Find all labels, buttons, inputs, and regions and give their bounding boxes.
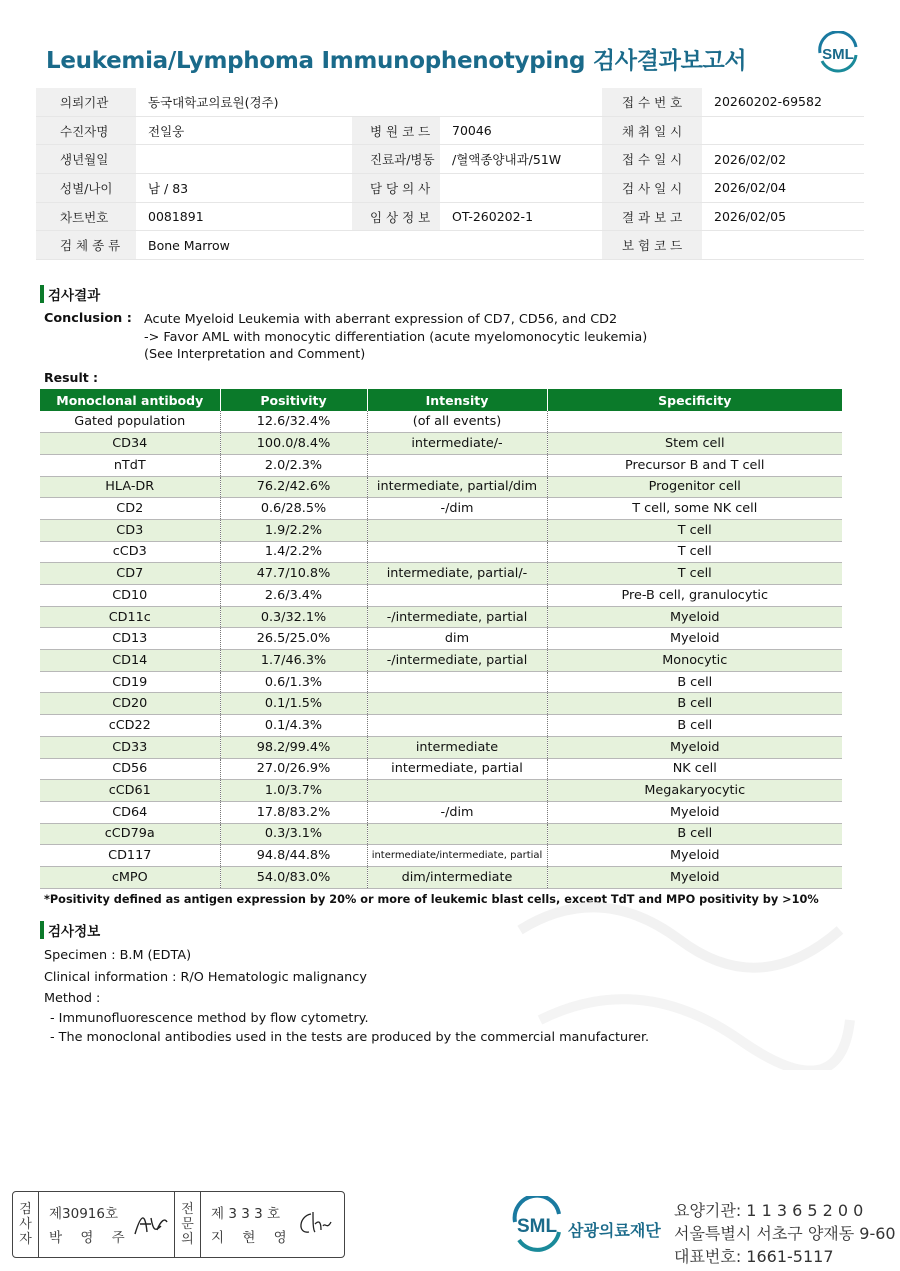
specificity-cell: Stem cell xyxy=(547,433,842,455)
table-row xyxy=(40,563,842,585)
intensity-cell xyxy=(367,541,547,563)
result-label: Result : xyxy=(44,370,99,385)
specificity-cell: T cell, some NK cell xyxy=(547,498,842,520)
specialist-signature xyxy=(201,1192,337,1257)
antibody-cell: CD33 xyxy=(40,736,220,758)
specificity-cell: Myeloid xyxy=(547,606,842,628)
info-value xyxy=(702,231,864,259)
positivity-cell: 0.3/3.1% xyxy=(220,823,367,845)
info-value xyxy=(440,231,602,259)
info-row xyxy=(36,174,864,203)
info-label xyxy=(352,231,440,259)
specificity-cell: T cell xyxy=(547,563,842,585)
specificity-cell: Myeloid xyxy=(547,866,842,888)
info-heading-text: 검사정보 xyxy=(48,924,101,940)
table-row xyxy=(40,671,842,693)
examiner-label: 검 사 자 xyxy=(13,1192,39,1257)
info-value xyxy=(702,117,864,145)
table-row xyxy=(40,411,842,433)
specificity-cell: Myeloid xyxy=(547,628,842,650)
section-bar xyxy=(40,921,44,939)
info-value xyxy=(440,88,602,116)
sml-logo-icon xyxy=(814,31,862,75)
info-label: 채 취 일 시 xyxy=(602,117,702,145)
specificity-cell: Myeloid xyxy=(547,845,842,867)
antibody-cell: CD56 xyxy=(40,758,220,780)
info-row xyxy=(36,203,864,232)
intensity-cell xyxy=(367,715,547,737)
info-label: 검 체 종 류 xyxy=(36,231,136,259)
table-row xyxy=(40,650,842,672)
antibody-cell: CD117 xyxy=(40,845,220,867)
antibody-cell: cMPO xyxy=(40,866,220,888)
sml-foundation-logo-icon xyxy=(509,1196,565,1258)
positivity-cell: 1.0/3.7% xyxy=(220,780,367,802)
positivity-cell: 0.3/32.1% xyxy=(220,606,367,628)
handwritten-signature-icon xyxy=(293,1208,333,1240)
positivity-cell: 1.4/2.2% xyxy=(220,541,367,563)
intensity-cell xyxy=(367,519,547,541)
info-value: 전일웅 xyxy=(148,123,185,139)
info-value: 2026/02/05 xyxy=(714,209,787,225)
table-row xyxy=(40,780,842,802)
intensity-cell xyxy=(367,780,547,802)
positivity-cell: 1.7/46.3% xyxy=(220,650,367,672)
header-positivity: Positivity xyxy=(220,389,367,411)
patient-info-grid xyxy=(36,88,864,260)
table-row xyxy=(40,433,842,455)
info-label: 담 당 의 사 xyxy=(352,174,440,202)
positivity-cell: 100.0/8.4% xyxy=(220,433,367,455)
info-label: 생년월일 xyxy=(36,145,136,173)
info-value: /혈액종양내과/51W xyxy=(452,152,562,168)
info-value: 동국대학교의료원(경주) xyxy=(148,94,279,110)
intensity-cell: dim/intermediate xyxy=(367,866,547,888)
intensity-cell: intermediate/intermediate, partial xyxy=(367,845,547,867)
antibody-cell: nTdT xyxy=(40,454,220,476)
intensity-cell: dim xyxy=(367,628,547,650)
specificity-cell: B cell xyxy=(547,671,842,693)
info-value xyxy=(136,145,352,173)
positivity-cell: 98.2/99.4% xyxy=(220,736,367,758)
info-value: 2026/02/02 xyxy=(714,151,787,167)
info-label: 진료과/병동 xyxy=(352,145,440,173)
table-header-row xyxy=(40,389,842,411)
info-label: 차트번호 xyxy=(36,203,136,231)
intensity-cell: -/intermediate, partial xyxy=(367,606,547,628)
specificity-cell: Myeloid xyxy=(547,801,842,823)
method-label: Method : xyxy=(44,991,101,1006)
page-title: Leukemia/Lymphoma Immunophenotyping 검사결과보고서 xyxy=(46,48,747,74)
positivity-cell: 47.7/10.8% xyxy=(220,563,367,585)
table-row xyxy=(40,693,842,715)
address: 서울특별시 서초구 양재동 9-60 xyxy=(674,1224,896,1243)
info-value: 2026/02/04 xyxy=(714,180,787,196)
antibody-cell: CD2 xyxy=(40,498,220,520)
table-row xyxy=(40,541,842,563)
antibody-cell: CD13 xyxy=(40,628,220,650)
info-value: Bone Marrow xyxy=(148,237,230,253)
conclusion-line: -> Favor AML with monocytic differentiation (acute myelomonocytic leukemia) xyxy=(144,329,648,345)
table-row xyxy=(40,606,842,628)
specificity-cell: B cell xyxy=(547,823,842,845)
positivity-cell: 1.9/2.2% xyxy=(220,519,367,541)
intensity-cell: intermediate, partial/- xyxy=(367,563,547,585)
specificity-cell: Myeloid xyxy=(547,736,842,758)
specificity-cell xyxy=(547,411,842,433)
section-bar xyxy=(40,285,44,303)
results-heading-text: 검사결과 xyxy=(48,288,101,304)
info-label xyxy=(352,88,440,116)
info-value: OT-260202-1 xyxy=(452,209,534,225)
positivity-cell: 26.5/25.0% xyxy=(220,628,367,650)
antibody-cell: CD11c xyxy=(40,606,220,628)
table-row xyxy=(40,845,842,867)
positivity-cell: 0.1/4.3% xyxy=(220,715,367,737)
info-value: 70046 xyxy=(452,123,492,139)
antibody-cell: cCD79a xyxy=(40,823,220,845)
info-label: 보 험 코 드 xyxy=(602,231,702,259)
positivity-cell: 2.6/3.4% xyxy=(220,585,367,607)
logo-text: SML xyxy=(516,1216,558,1237)
conclusion-label: Conclusion : xyxy=(44,311,132,326)
info-label: 수진자명 xyxy=(36,117,136,145)
intensity-cell xyxy=(367,671,547,693)
signature-box xyxy=(12,1191,345,1258)
specialist-name: 지 현 영 xyxy=(211,1230,294,1246)
antibody-cell: CD19 xyxy=(40,671,220,693)
method-line: - The monoclonal antibodies used in the tests are produced by the commercial manufacturer. xyxy=(50,1030,650,1045)
specificity-cell: NK cell xyxy=(547,758,842,780)
info-label: 병 원 코 드 xyxy=(352,117,440,145)
table-row xyxy=(40,519,842,541)
info-value xyxy=(440,174,602,202)
info-label: 검 사 일 시 xyxy=(602,174,702,202)
intensity-cell xyxy=(367,693,547,715)
intensity-cell: -/dim xyxy=(367,801,547,823)
info-label: 접 수 번 호 xyxy=(602,88,702,116)
results-section-heading xyxy=(40,284,100,304)
positivity-cell: 0.6/28.5% xyxy=(220,498,367,520)
positivity-cell: 76.2/42.6% xyxy=(220,476,367,498)
method-line: - Immunofluorescence method by flow cytometry. xyxy=(50,1011,369,1026)
antibody-cell: CD10 xyxy=(40,585,220,607)
conclusion-line: Acute Myeloid Leukemia with aberrant expression of CD7, CD56, and CD2 xyxy=(144,312,618,327)
positivity-cell: 94.8/44.8% xyxy=(220,845,367,867)
organization-name: 삼광의료재단 xyxy=(568,1221,661,1240)
intensity-cell xyxy=(367,823,547,845)
info-label: 결 과 보 고 xyxy=(602,203,702,231)
info-label: 의뢰기관 xyxy=(36,88,136,116)
positivity-cell: 17.8/83.2% xyxy=(220,801,367,823)
intensity-cell: intermediate xyxy=(367,736,547,758)
specificity-cell: Precursor B and T cell xyxy=(547,454,842,476)
intensity-cell xyxy=(367,585,547,607)
specificity-cell: Megakaryocytic xyxy=(547,780,842,802)
table-row xyxy=(40,585,842,607)
info-value: 0081891 xyxy=(148,209,204,225)
info-row xyxy=(36,117,864,146)
table-row xyxy=(40,801,842,823)
table-row xyxy=(40,758,842,780)
results-table xyxy=(40,389,842,889)
table-row xyxy=(40,736,842,758)
antibody-cell: cCD61 xyxy=(40,780,220,802)
examiner-name: 박 영 주 xyxy=(49,1230,132,1246)
institution-code: 요양기관: 1 1 3 6 5 2 0 0 xyxy=(674,1201,864,1220)
conclusion-line: (See Interpretation and Comment) xyxy=(144,347,366,362)
specialist-label: 전 문 의 xyxy=(175,1192,201,1257)
examiner-license: 제30916호 xyxy=(49,1206,119,1222)
antibody-cell: CD20 xyxy=(40,693,220,715)
positivity-footnote: *Positivity defined as antigen expression by 20% or more of leukemic blast cells, except TdT and MPO positivity by >10% xyxy=(44,893,819,906)
info-value: 20260202-69582 xyxy=(714,94,822,110)
antibody-cell: CD3 xyxy=(40,519,220,541)
specialist-license: 제 3 3 3 호 xyxy=(211,1206,281,1222)
header-specificity: Specificity xyxy=(547,389,842,411)
intensity-cell: -/intermediate, partial xyxy=(367,650,547,672)
table-row xyxy=(40,454,842,476)
intensity-cell: intermediate, partial/dim xyxy=(367,476,547,498)
specificity-cell: B cell xyxy=(547,693,842,715)
intensity-cell: (of all events) xyxy=(367,411,547,433)
positivity-cell: 12.6/32.4% xyxy=(220,411,367,433)
intensity-cell: intermediate, partial xyxy=(367,758,547,780)
specimen: Specimen : B.M (EDTA) xyxy=(44,948,192,963)
info-value: 남 / 83 xyxy=(148,180,189,196)
intensity-cell: intermediate/- xyxy=(367,433,547,455)
table-row xyxy=(40,715,842,737)
antibody-cell: cCD3 xyxy=(40,541,220,563)
specificity-cell: B cell xyxy=(547,715,842,737)
phone-number: 대표번호: 1661-5117 xyxy=(674,1247,834,1266)
positivity-cell: 54.0/83.0% xyxy=(220,866,367,888)
intensity-cell xyxy=(367,454,547,476)
positivity-cell: 27.0/26.9% xyxy=(220,758,367,780)
table-row xyxy=(40,476,842,498)
positivity-cell: 0.1/1.5% xyxy=(220,693,367,715)
antibody-cell: CD64 xyxy=(40,801,220,823)
info-section-heading xyxy=(40,920,100,940)
handwritten-signature-icon xyxy=(131,1208,171,1240)
antibody-cell: HLA-DR xyxy=(40,476,220,498)
info-row xyxy=(36,145,864,174)
specificity-cell: Monocytic xyxy=(547,650,842,672)
examiner-signature xyxy=(39,1192,175,1257)
table-row xyxy=(40,823,842,845)
logo-text: SML xyxy=(822,46,854,63)
intensity-cell: -/dim xyxy=(367,498,547,520)
info-row xyxy=(36,88,864,117)
info-label: 임 상 정 보 xyxy=(352,203,440,231)
header-intensity: Intensity xyxy=(367,389,547,411)
antibody-cell: Gated population xyxy=(40,411,220,433)
header-antibody: Monoclonal antibody xyxy=(40,389,220,411)
antibody-cell: CD7 xyxy=(40,563,220,585)
info-row xyxy=(36,231,864,260)
info-label: 성별/나이 xyxy=(36,174,136,202)
info-label: 접 수 일 시 xyxy=(602,145,702,173)
specificity-cell: T cell xyxy=(547,519,842,541)
antibody-cell: CD34 xyxy=(40,433,220,455)
table-row xyxy=(40,628,842,650)
specificity-cell: T cell xyxy=(547,541,842,563)
specificity-cell: Progenitor cell xyxy=(547,476,842,498)
antibody-cell: cCD22 xyxy=(40,715,220,737)
table-row xyxy=(40,498,842,520)
specificity-cell: Pre-B cell, granulocytic xyxy=(547,585,842,607)
positivity-cell: 2.0/2.3% xyxy=(220,454,367,476)
antibody-cell: CD14 xyxy=(40,650,220,672)
clinical-information: Clinical information : R/O Hematologic malignancy xyxy=(44,970,367,985)
positivity-cell: 0.6/1.3% xyxy=(220,671,367,693)
